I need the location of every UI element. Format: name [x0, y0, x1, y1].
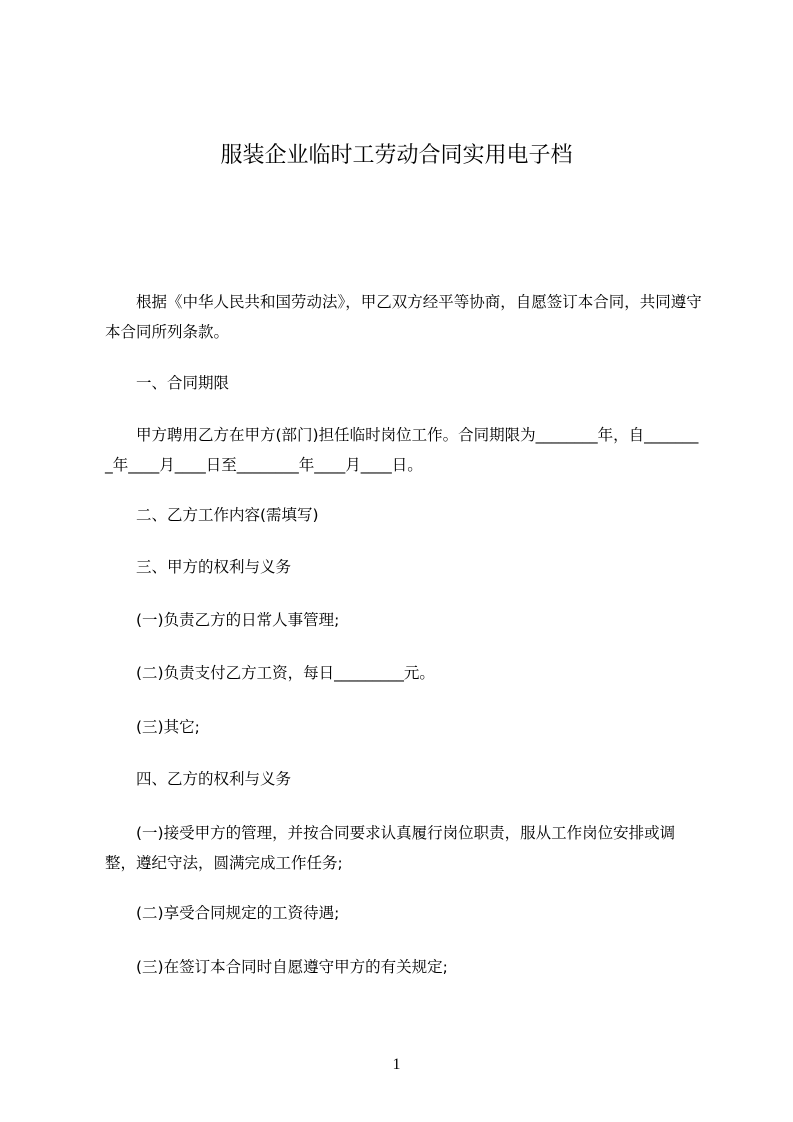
document-title: 服装企业临时工劳动合同实用电子档	[220, 143, 573, 168]
clause-a-2: (二)负责支付乙方工资，每日_________元。	[105, 664, 435, 682]
clause-b-2: (二)享受合同规定的工资待遇;	[105, 904, 340, 922]
paragraph-preamble: 根据《中华人民共和国劳动法》，甲乙双方经平等协商，自愿签订本合同，共同遵守本合同所列条款。	[105, 293, 702, 341]
clause-b-3: (三)在签订本合同时自愿遵守甲方的有关规定;	[105, 958, 448, 976]
heading-party-b-rights: 四、乙方的权利与义务	[105, 770, 292, 788]
page-number: 1	[392, 1056, 401, 1073]
clause-b-1: (一)接受甲方的管理，并按合同要求认真履行岗位职责，服从工作岗位安排或调整，遵纪守法，圆满完成工作任务;	[105, 824, 676, 872]
paragraph-contract-term: 甲方聘用乙方在甲方(部门)担任临时岗位工作。合同期限为________年，自________年____月____日至________年____月____日。	[105, 426, 699, 474]
clause-a-1: (一)负责乙方的日常人事管理;	[105, 611, 340, 629]
clause-a-3: (三)其它;	[105, 718, 200, 736]
heading-work-content: 二、乙方工作内容(需填写)	[105, 506, 319, 524]
heading-party-a-rights: 三、甲方的权利与义务	[105, 558, 292, 576]
heading-contract-term: 一、合同期限	[105, 374, 230, 392]
